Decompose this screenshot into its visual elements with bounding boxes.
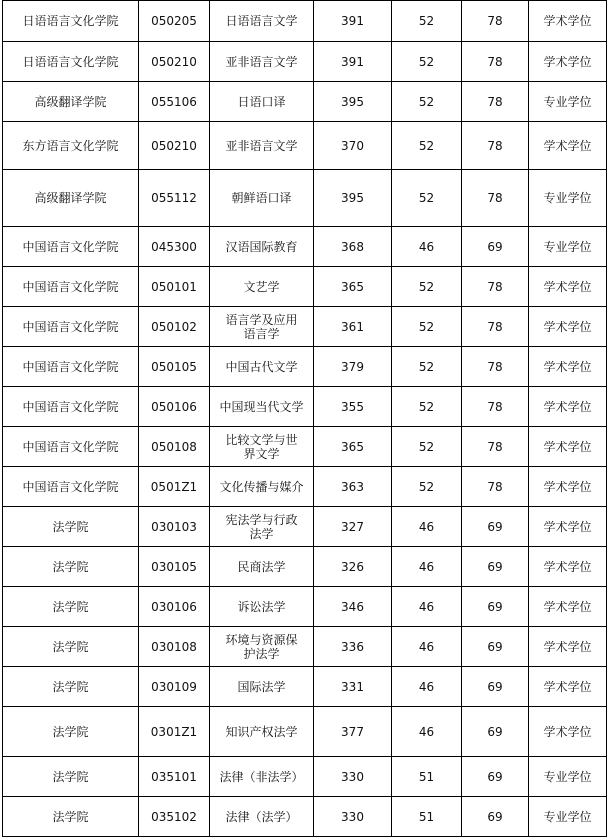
total-score-cell: 361 — [314, 307, 392, 347]
major-name-cell: 汉语国际教育 — [210, 227, 314, 267]
single-subject-b-cell: 78 — [462, 42, 529, 82]
single-subject-a-cell: 52 — [392, 307, 462, 347]
single-subject-b-cell: 69 — [462, 757, 529, 797]
table-row — [3, 667, 607, 707]
college-cell: 中国语言文化学院 — [3, 307, 139, 347]
college-cell: 东方语言文化学院 — [3, 122, 139, 170]
major-code-cell: 045300 — [139, 227, 210, 267]
college-cell: 日语语言文化学院 — [3, 42, 139, 82]
major-name-cell: 比较文学与世界文学 — [210, 427, 314, 467]
total-score-cell: 365 — [314, 427, 392, 467]
major-code-cell: 050105 — [139, 347, 210, 387]
college-cell: 法学院 — [3, 797, 139, 837]
degree-type-cell: 学术学位 — [529, 1, 607, 42]
single-subject-b-cell: 69 — [462, 227, 529, 267]
table-row — [3, 227, 607, 267]
degree-type-cell: 学术学位 — [529, 347, 607, 387]
major-code-cell: 030106 — [139, 587, 210, 627]
college-cell: 日语语言文化学院 — [3, 1, 139, 42]
table-row — [3, 467, 607, 507]
single-subject-b-cell: 69 — [462, 797, 529, 837]
major-name-cell: 法律（法学） — [210, 797, 314, 837]
degree-type-cell: 学术学位 — [529, 427, 607, 467]
degree-type-cell: 学术学位 — [529, 122, 607, 170]
total-score-cell: 330 — [314, 757, 392, 797]
major-code-cell: 035101 — [139, 757, 210, 797]
total-score-cell: 368 — [314, 227, 392, 267]
single-subject-b-cell: 78 — [462, 387, 529, 427]
total-score-cell: 330 — [314, 797, 392, 837]
single-subject-b-cell: 78 — [462, 170, 529, 227]
single-subject-a-cell: 52 — [392, 347, 462, 387]
table-row — [3, 347, 607, 387]
total-score-cell: 363 — [314, 467, 392, 507]
major-code-cell: 030103 — [139, 507, 210, 547]
single-subject-a-cell: 52 — [392, 387, 462, 427]
single-subject-a-cell: 52 — [392, 42, 462, 82]
major-name-cell: 亚非语言文学 — [210, 122, 314, 170]
degree-type-cell: 学术学位 — [529, 707, 607, 757]
total-score-cell: 377 — [314, 707, 392, 757]
table-row — [3, 797, 607, 837]
major-name-cell: 日语语言文学 — [210, 1, 314, 42]
degree-type-cell: 学术学位 — [529, 667, 607, 707]
total-score-cell: 355 — [314, 387, 392, 427]
major-name-cell: 朝鲜语口译 — [210, 170, 314, 227]
single-subject-b-cell: 78 — [462, 267, 529, 307]
major-name-cell: 语言学及应用语言学 — [210, 307, 314, 347]
single-subject-a-cell: 46 — [392, 627, 462, 667]
major-code-cell: 050210 — [139, 42, 210, 82]
single-subject-a-cell: 52 — [392, 427, 462, 467]
table-row — [3, 267, 607, 307]
table-row — [3, 387, 607, 427]
table-row — [3, 42, 607, 82]
major-code-cell: 0501Z1 — [139, 467, 210, 507]
college-cell: 中国语言文化学院 — [3, 387, 139, 427]
table-row — [3, 122, 607, 170]
single-subject-b-cell: 69 — [462, 707, 529, 757]
table-row — [3, 1, 607, 42]
single-subject-a-cell: 51 — [392, 797, 462, 837]
score-table-body — [3, 1, 607, 837]
college-cell: 法学院 — [3, 587, 139, 627]
major-name-cell: 中国现当代文学 — [210, 387, 314, 427]
single-subject-b-cell: 69 — [462, 547, 529, 587]
single-subject-b-cell: 78 — [462, 347, 529, 387]
college-cell: 法学院 — [3, 707, 139, 757]
total-score-cell: 346 — [314, 587, 392, 627]
table-row — [3, 587, 607, 627]
total-score-cell: 327 — [314, 507, 392, 547]
college-cell: 高级翻译学院 — [3, 82, 139, 122]
college-cell: 法学院 — [3, 627, 139, 667]
degree-type-cell: 专业学位 — [529, 82, 607, 122]
table-row — [3, 427, 607, 467]
college-cell: 法学院 — [3, 507, 139, 547]
total-score-cell: 370 — [314, 122, 392, 170]
major-code-cell: 035102 — [139, 797, 210, 837]
major-name-cell: 诉讼法学 — [210, 587, 314, 627]
single-subject-a-cell: 52 — [392, 122, 462, 170]
table-row — [3, 707, 607, 757]
major-name-cell: 亚非语言文学 — [210, 42, 314, 82]
major-code-cell: 030105 — [139, 547, 210, 587]
major-code-cell: 030109 — [139, 667, 210, 707]
degree-type-cell: 学术学位 — [529, 507, 607, 547]
college-cell: 法学院 — [3, 757, 139, 797]
single-subject-b-cell: 78 — [462, 467, 529, 507]
table-row — [3, 627, 607, 667]
major-name-cell: 文化传播与媒介 — [210, 467, 314, 507]
total-score-cell: 391 — [314, 42, 392, 82]
single-subject-a-cell: 46 — [392, 667, 462, 707]
total-score-cell: 395 — [314, 82, 392, 122]
college-cell: 中国语言文化学院 — [3, 427, 139, 467]
degree-type-cell: 学术学位 — [529, 547, 607, 587]
total-score-cell: 336 — [314, 627, 392, 667]
major-code-cell: 050210 — [139, 122, 210, 170]
total-score-cell: 331 — [314, 667, 392, 707]
college-cell: 中国语言文化学院 — [3, 467, 139, 507]
single-subject-a-cell: 51 — [392, 757, 462, 797]
single-subject-a-cell: 46 — [392, 587, 462, 627]
major-code-cell: 050106 — [139, 387, 210, 427]
degree-type-cell: 学术学位 — [529, 267, 607, 307]
single-subject-a-cell: 52 — [392, 267, 462, 307]
major-name-cell: 知识产权法学 — [210, 707, 314, 757]
degree-type-cell: 学术学位 — [529, 307, 607, 347]
major-code-cell: 030108 — [139, 627, 210, 667]
single-subject-a-cell: 52 — [392, 82, 462, 122]
college-cell: 中国语言文化学院 — [3, 347, 139, 387]
major-name-cell: 宪法学与行政法学 — [210, 507, 314, 547]
major-name-cell: 民商法学 — [210, 547, 314, 587]
college-cell: 高级翻译学院 — [3, 170, 139, 227]
degree-type-cell: 学术学位 — [529, 467, 607, 507]
degree-type-cell: 学术学位 — [529, 42, 607, 82]
single-subject-a-cell: 52 — [392, 170, 462, 227]
table-row — [3, 547, 607, 587]
single-subject-b-cell: 78 — [462, 82, 529, 122]
degree-type-cell: 专业学位 — [529, 170, 607, 227]
degree-type-cell: 学术学位 — [529, 587, 607, 627]
major-name-cell: 法律（非法学） — [210, 757, 314, 797]
major-code-cell: 050205 — [139, 1, 210, 42]
table-row — [3, 82, 607, 122]
single-subject-a-cell: 46 — [392, 707, 462, 757]
single-subject-a-cell: 46 — [392, 227, 462, 267]
college-cell: 法学院 — [3, 667, 139, 707]
single-subject-a-cell: 52 — [392, 1, 462, 42]
single-subject-b-cell: 69 — [462, 667, 529, 707]
single-subject-b-cell: 69 — [462, 627, 529, 667]
college-cell: 法学院 — [3, 547, 139, 587]
college-cell: 中国语言文化学院 — [3, 227, 139, 267]
major-code-cell: 055112 — [139, 170, 210, 227]
table-row — [3, 757, 607, 797]
degree-type-cell: 专业学位 — [529, 797, 607, 837]
total-score-cell: 365 — [314, 267, 392, 307]
total-score-cell: 391 — [314, 1, 392, 42]
table-row — [3, 507, 607, 547]
college-cell: 中国语言文化学院 — [3, 267, 139, 307]
degree-type-cell: 专业学位 — [529, 227, 607, 267]
major-name-cell: 文艺学 — [210, 267, 314, 307]
major-code-cell: 050108 — [139, 427, 210, 467]
major-name-cell: 日语口译 — [210, 82, 314, 122]
single-subject-a-cell: 52 — [392, 467, 462, 507]
single-subject-b-cell: 78 — [462, 307, 529, 347]
total-score-cell: 395 — [314, 170, 392, 227]
major-code-cell: 055106 — [139, 82, 210, 122]
degree-type-cell: 专业学位 — [529, 757, 607, 797]
single-subject-b-cell: 78 — [462, 122, 529, 170]
major-name-cell: 环境与资源保护法学 — [210, 627, 314, 667]
table-row — [3, 307, 607, 347]
single-subject-a-cell: 46 — [392, 547, 462, 587]
single-subject-b-cell: 78 — [462, 1, 529, 42]
table-row — [3, 170, 607, 227]
total-score-cell: 379 — [314, 347, 392, 387]
single-subject-b-cell: 69 — [462, 587, 529, 627]
score-table — [2, 0, 607, 837]
single-subject-a-cell: 46 — [392, 507, 462, 547]
major-name-cell: 中国古代文学 — [210, 347, 314, 387]
single-subject-b-cell: 78 — [462, 427, 529, 467]
degree-type-cell: 学术学位 — [529, 627, 607, 667]
total-score-cell: 326 — [314, 547, 392, 587]
major-code-cell: 050101 — [139, 267, 210, 307]
major-code-cell: 0301Z1 — [139, 707, 210, 757]
major-name-cell: 国际法学 — [210, 667, 314, 707]
major-code-cell: 050102 — [139, 307, 210, 347]
degree-type-cell: 学术学位 — [529, 387, 607, 427]
single-subject-b-cell: 69 — [462, 507, 529, 547]
